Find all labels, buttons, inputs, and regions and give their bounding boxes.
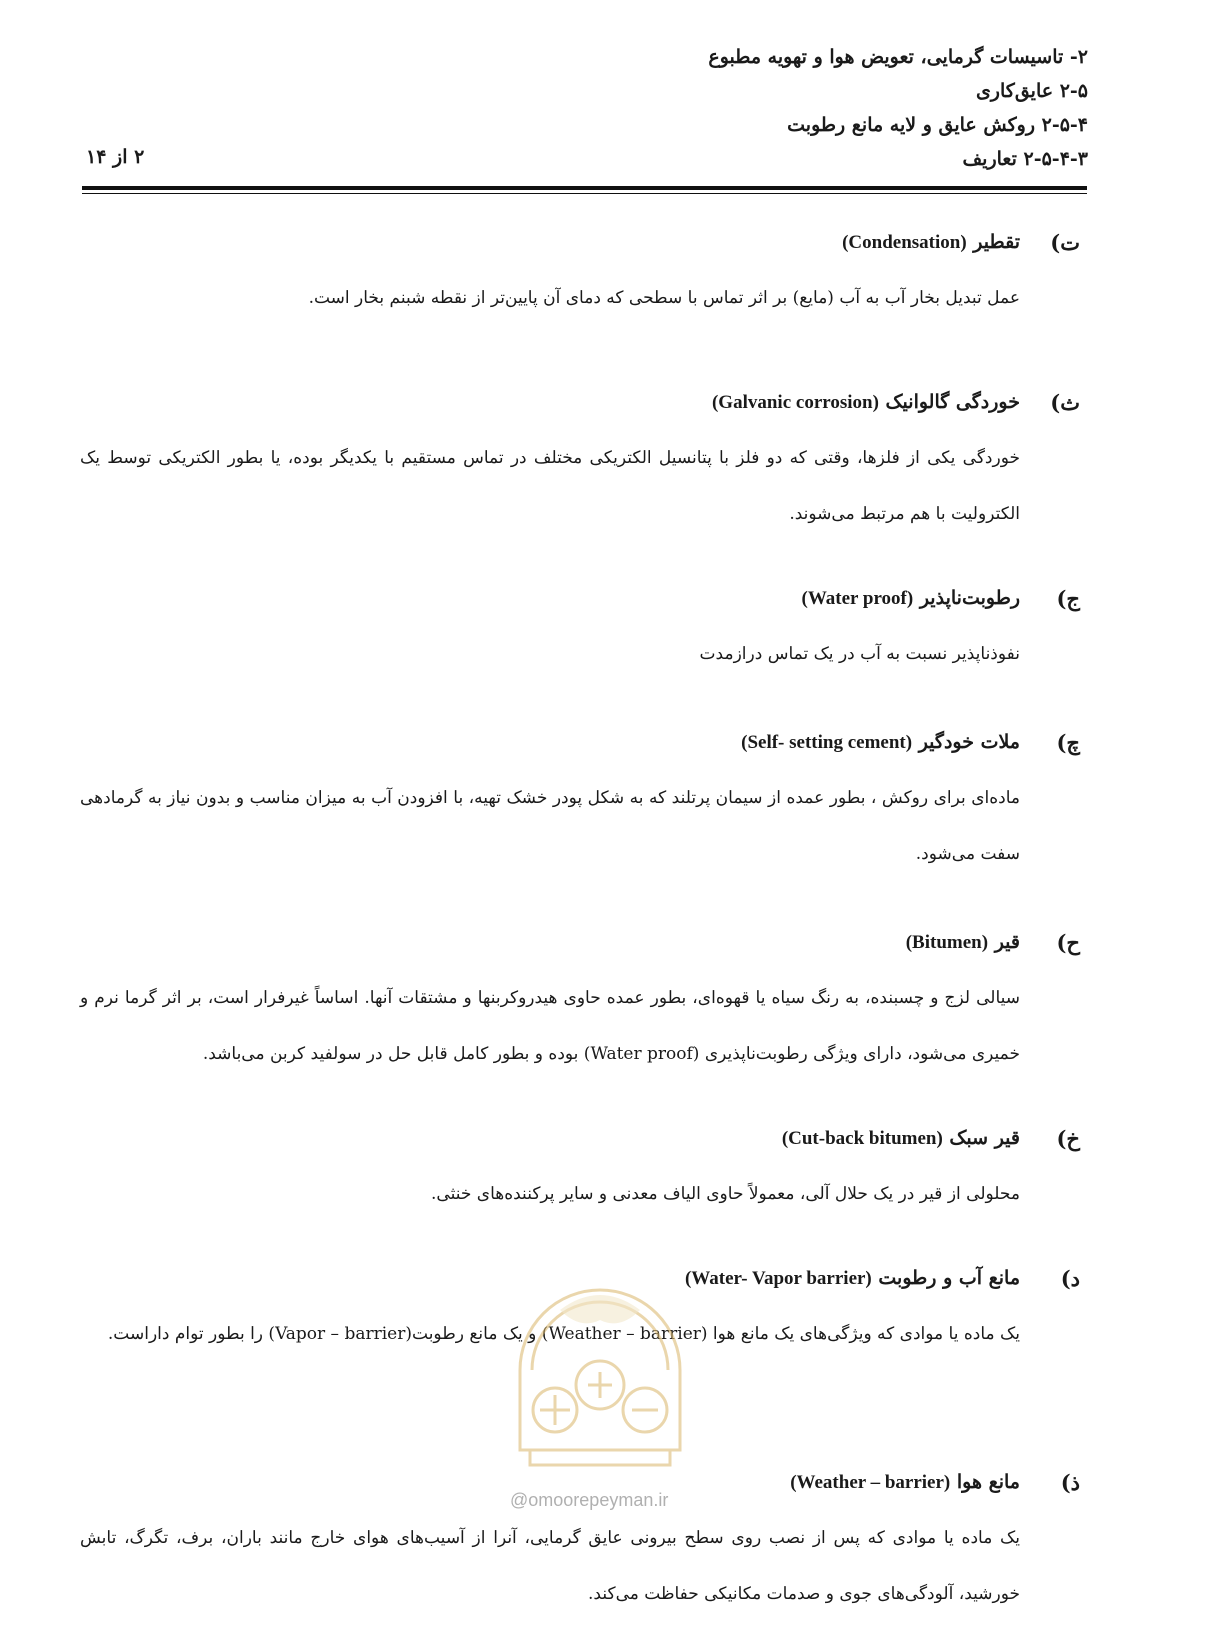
definition-title-en: (Self- setting cement): [741, 731, 913, 753]
definition-title: [741, 731, 1030, 754]
definition-item: [80, 222, 1085, 382]
header-subsubsection: ۲-۵-۴-۳ تعاریف: [962, 148, 1088, 170]
definition-body: یک ماده یا موادی که پس از نصب روی سطح بیرونی عایق گرمایی، آنرا از آسیب‌های هوای خارج مانند باران، برف، تگرگ، تابش خورشید، آلودگی‌های جوی و صدمات مکانیکی حفاظت می‌کند.: [80, 1528, 1020, 1604]
section-header: [88, 40, 1088, 176]
definition-title-fa: مانع آب و رطوبت: [878, 1266, 1020, 1289]
definition-item: [80, 382, 1085, 578]
definition-heading: [80, 922, 1085, 962]
definition-title-en: (Water- Vapor barrier): [684, 1267, 872, 1289]
definition-item: [80, 1258, 1085, 1462]
definition-item: [80, 1462, 1085, 1622]
page-number: ۲ از ۱۴: [86, 146, 145, 168]
definition-title-en: (Water proof): [801, 587, 914, 609]
header-chapter: ۲- تاسیسات گرمایی، تعویض هوا و تهویه مطبوع: [708, 46, 1088, 68]
definition-title-fa: خوردگی گالوانیک: [885, 390, 1020, 413]
definition-letter: د): [1060, 1265, 1080, 1291]
definition-title: [802, 587, 1031, 610]
definition-letter: ح): [1056, 929, 1080, 955]
definition-letter: ث): [1050, 389, 1080, 415]
definition-title: [842, 231, 1030, 254]
definition-body: سیالی لزج و چسبنده، به رنگ سیاه یا قهوه‌ای، بطور عمده حاوی هیدروکربنها و مشتقات آنها. اساساً غیرفرار است، بر اثر گرما نرم و خمیری می‌شود، دارای ویژگی رطوبت‌ناپذیری (Water proof) بوده و بطور کامل قابل حل در سولفید کربن می‌باشد.: [80, 988, 1020, 1064]
definition-title-en: (Bitumen): [905, 931, 989, 953]
header-subsection: ۲-۵-۴ روکش عایق و لایه مانع رطوبت: [787, 114, 1088, 136]
definitions-list: [80, 222, 1085, 1622]
definition-heading: [80, 1258, 1085, 1298]
definition-title: [906, 931, 1030, 954]
definition-title-fa: قیر سبک: [949, 1126, 1020, 1149]
definition-item: [80, 722, 1085, 922]
definition-title: [782, 1127, 1030, 1150]
header-section: ۲-۵ عایق‌کاری: [975, 80, 1088, 102]
definition-body: نفوذناپذیر نسبت به آب در یک تماس درازمدت: [699, 644, 1020, 664]
definition-item: [80, 922, 1085, 1118]
definition-title: [790, 1471, 1030, 1494]
watermark-site: @omoorepeyman.ir: [510, 1490, 669, 1510]
definition-item: [80, 1118, 1085, 1258]
definition-body: خوردگی یکی از فلزها، وقتی که دو فلز با پتانسیل الکتریکی مختلف در تماس مستقیم با یکدیگر بوده، یا بطور الکتریکی توسط یک الکترولیت با هم مرتبط می‌شوند.: [80, 448, 1020, 524]
definition-item: [80, 578, 1085, 722]
definition-title-fa: ملات خودگیر: [918, 730, 1020, 753]
definition-body: یک ماده یا موادی که ویژگی‌های یک مانع هوا (Weather – barrier) و یک مانع رطوبت(Vapor – barrier) را بطور توام داراست.: [107, 1324, 1020, 1344]
definition-title-fa: تقطیر: [973, 230, 1020, 253]
definition-body: ماده‌ای برای روکش ، بطور عمده از سیمان پرتلند که به شکل پودر خشک تهیه، با افزودن آب به میزان مناسب و بدون نیاز به گرمادهی سفت می‌شود.: [80, 788, 1020, 864]
definition-body: عمل تبدیل بخار آب به آب (مایع) بر اثر تماس با سطحی که دمای آن پایین‌تر از نقطه شبنم بخار است.: [308, 288, 1020, 308]
definition-heading: [80, 382, 1085, 422]
definition-body: محلولی از قیر در یک حلال آلی، معمولاً حاوی الیاف معدنی و سایر پرکننده‌های خنثی.: [431, 1184, 1020, 1204]
definition-title-en: (Condensation): [842, 231, 967, 253]
header-divider-thick: [82, 186, 1087, 190]
definition-title-fa: رطوبت‌ناپذیر: [919, 586, 1020, 609]
definition-letter: ت): [1050, 229, 1080, 255]
definition-letter: ج): [1056, 585, 1080, 611]
definition-letter: خ): [1056, 1125, 1080, 1151]
definition-title: [712, 391, 1030, 414]
definition-title-fa: قیر: [994, 930, 1020, 953]
definition-heading: [80, 578, 1085, 618]
definition-title: [685, 1267, 1030, 1290]
definition-title-en: (Cut-back bitumen): [781, 1127, 943, 1149]
header-divider-thin: [82, 193, 1087, 194]
definition-letter: ذ): [1060, 1469, 1080, 1495]
definition-heading: [80, 1118, 1085, 1158]
definition-title-fa: مانع هوا: [956, 1470, 1020, 1493]
definition-title-en: (Weather – barrier): [790, 1471, 951, 1493]
definition-letter: چ): [1056, 729, 1080, 755]
definition-heading: [80, 722, 1085, 762]
definition-title-en: (Galvanic corrosion): [711, 391, 879, 413]
definition-heading: [80, 222, 1085, 262]
